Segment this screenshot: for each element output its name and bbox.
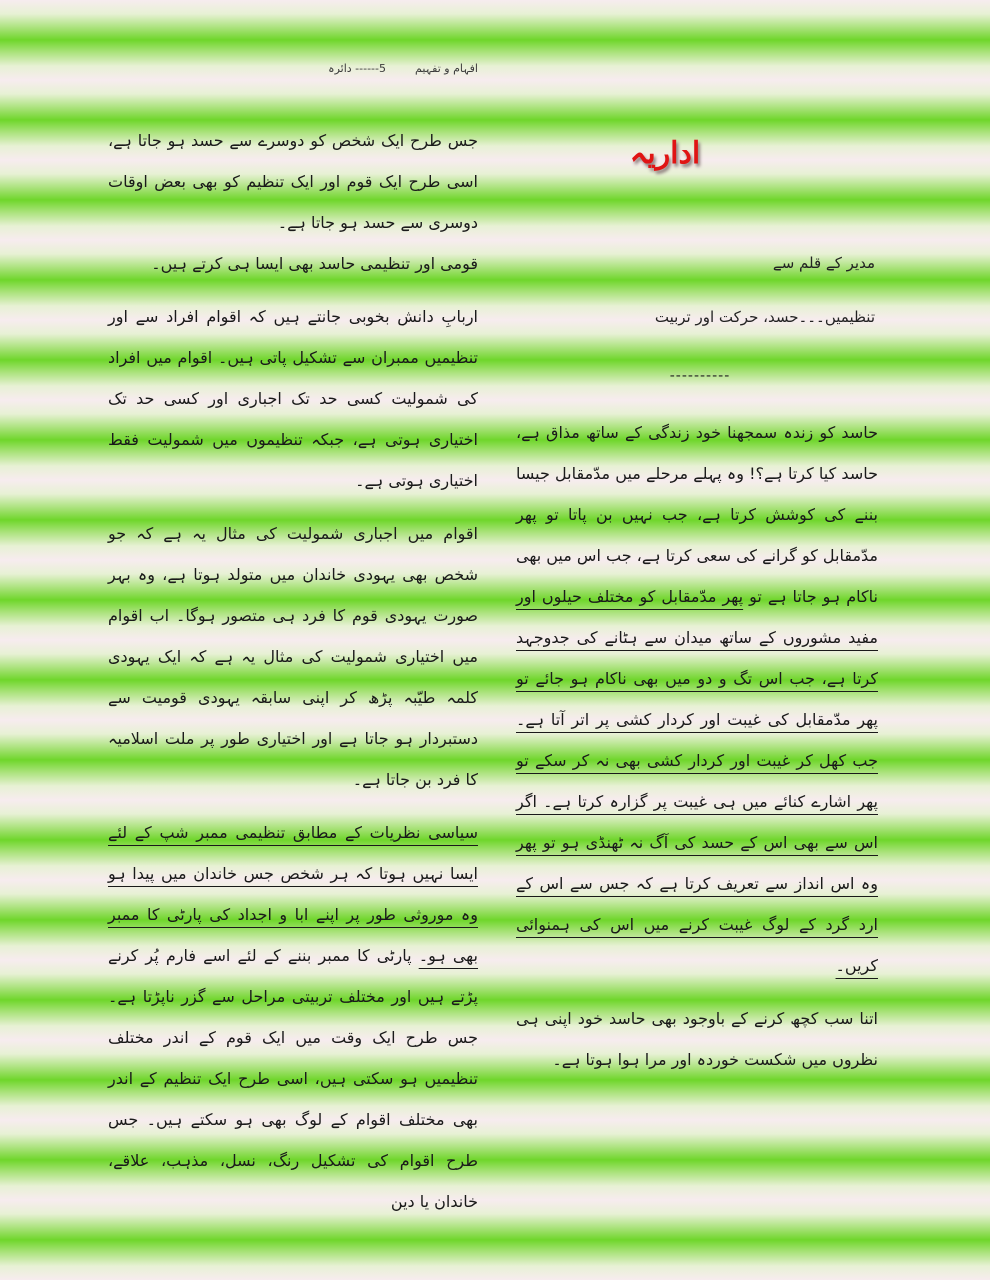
right-column (516, 412, 878, 1080)
underlined-text: پھر مدّمقابل کو مختلف حیلوں اور مفید مشوروں کے ساتھ میدان سے ہٹانے کی جدوجہد کرتا ہے، جب اس تگ و دو میں بھی ناکام ہو جائے تو پھر مدّمقابل کی غیبت اور کردار کشی پر اتر آتا ہے۔ جب کھل کر غیبت اور کردار کشی بھی نہ کر سکے تو پھر اشارے کنائے میں ہی غیبت پر گزارہ کرتا ہے۔ اگر اس سے بھی اس کے حسد کی آگ نہ ٹھنڈی ہو تو پھر وہ اس انداز سے تعریف کرتا ہے کہ جس سے اس کے ارد گرد کے لوگ غیبت کرنے میں اس کی ہمنوائی کریں۔ (516, 587, 878, 975)
page-header (118, 62, 478, 84)
paragraph: اربابِ دانش بخوبی جانتے ہیں کہ اقوام افراد سے اور تنظیمیں ممبران سے تشکیل پاتی ہیں۔ اقوام میں افراد کی شمولیت کسی حد تک اجباری اور کسی حد تک اختیاری ہوتی ہے، جبکہ تنظیموں میں شمولیت فقط اختیاری ہوتی ہے۔ (108, 307, 478, 490)
editorial-title: اداریہ (629, 136, 701, 171)
paragraph-text: حاسد کو زندہ سمجھنا خود زندگی کے ساتھ مذاق ہے، حاسد کیا کرتا ہے؟! وہ پہلے مرحلے میں مدّمقابل جیسا بننے کی کوشش کرتا ہے، جب نہیں بن پاتا تو پھر مدّمقابل کو گرانے کی سعی کرتا ہے، جب اس میں بھی ناکام ہو جاتا ہے تو (516, 423, 879, 606)
editorial-heading (610, 136, 720, 186)
paragraph-text: پارٹی کا ممبر بننے کے لئے اسے فارم پُر کرنے پڑتے ہیں اور مختلف تربیتی مراحل سے گزر ناپڑتا ہے۔ جس طرح ایک وقت میں ایک قوم کے اندر مختلف تنظیمیں ہو سکتی ہیں، اسی طرح ایک تنظیم کے اندر بھی مختلف اقوام کے لوگ بھی ہو سکتے ہیں۔ جس طرح اقوام کی تشکیل رنگ، نسل، مذہب، علاقے، خاندان یا دین (108, 946, 478, 1211)
byline: مدیر کے قلم سے (772, 254, 875, 272)
paragraph: اقوام میں اجباری شمولیت کی مثال یہ ہے کہ جو شخص بھی یہودی خاندان میں متولد ہوتا ہے، وہ بہر صورت یہودی قوم کا فرد ہی متصور ہوگا۔ اب اقوام میں اختیاری شمولیت کی مثال یہ ہے کہ ایک یہودی کلمہ طیّبہ پڑھ کر اپنی سابقہ یہودی قومیت سے دستبردار ہو جاتا ہے اور اختیاری طور پر ملت اسلامیہ کا فرد بن جاتا ہے۔ (108, 524, 478, 789)
article-subtitle: تنظیمیں۔۔۔حسد، حرکت اور تربیت (654, 308, 875, 326)
paragraph: قومی اور تنظیمی حاسد بھی ایسا ہی کرتے ہیں۔ (151, 254, 478, 273)
paragraph (108, 812, 478, 1222)
paragraph: جس طرح ایک شخص کو دوسرے سے حسد ہو جاتا ہے، اسی طرح ایک قوم اور ایک تنظیم کو بھی بعض اوقات دوسری سے حسد ہو جاتا ہے۔ (108, 131, 478, 232)
underlined-text: سیاسی نظریات کے مطابق تنظیمی ممبر شپ کے لئے ایسا نہیں ہوتا کہ ہر شخص جس خاندان میں پیدا ہو وہ موروثی طور پر اپنے ابا و اجداد کی پارٹی کا ممبر بھی ہو۔ (108, 823, 479, 965)
magazine-name: افہام و تفہیم (415, 62, 478, 75)
issue-label: 5------ دائرہ (328, 62, 386, 75)
separator: ---------- (669, 368, 731, 384)
paragraph: اتنا سب کچھ کرنے کے باوجود بھی حاسد خود اپنی ہی نظروں میں شکست خوردہ اور مرا ہوا ہوتا ہے۔ (516, 1009, 878, 1069)
paragraph (516, 412, 878, 986)
left-column (108, 120, 478, 1222)
